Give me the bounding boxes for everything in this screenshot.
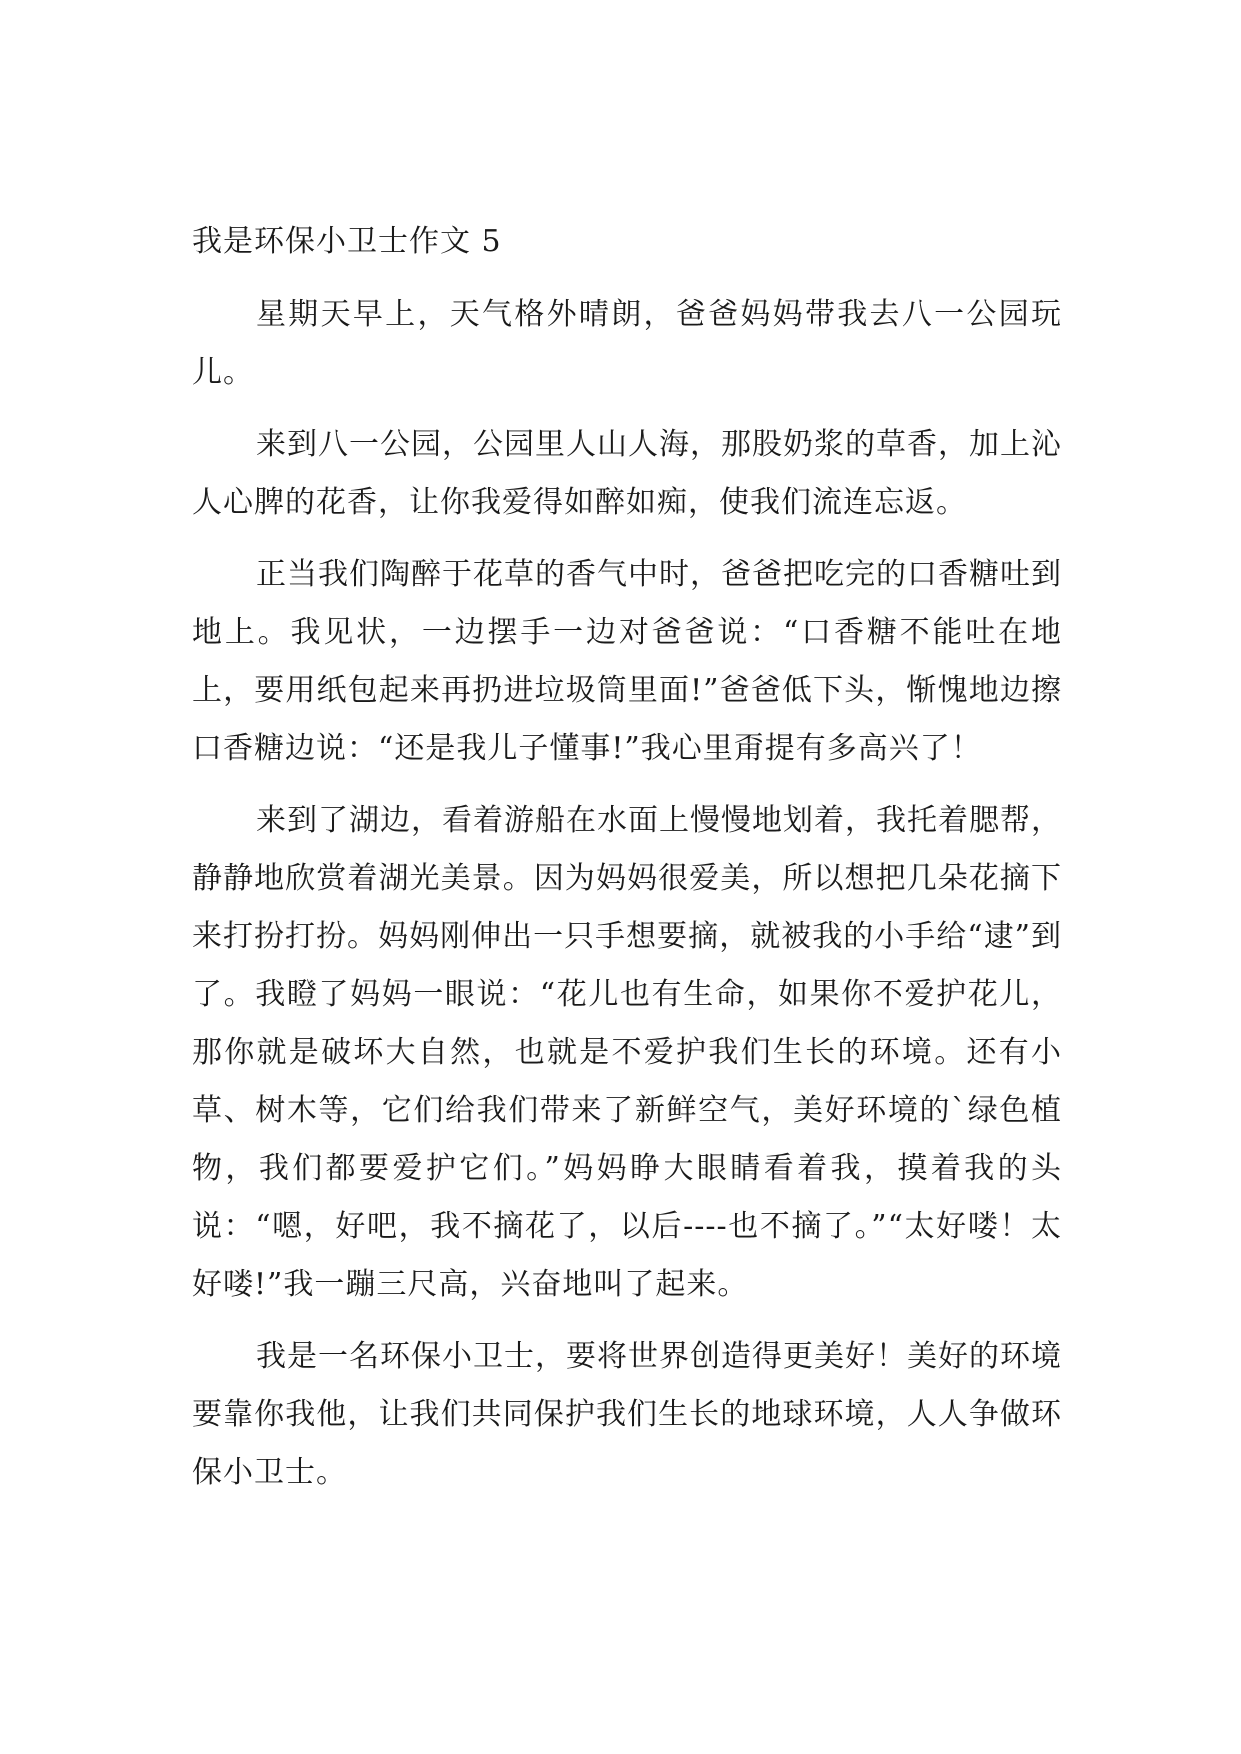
- paragraph-3: 正当我们陶醉于花草的香气中时，爸爸把吃完的口香糖吐到地上。我见状，一边摆手一边对爸爸说：“口香糖不能吐在地上，要用纸包起来再扔进垃圾筒里面!”爸爸低下头，惭愧地边擦口香糖边说：“还是我儿子懂事!”我心里甭提有多高兴了！: [192, 557, 1062, 766]
- document-page: [192, 220, 1062, 1516]
- paragraph-1: 星期天早上，天气格外晴朗，爸爸妈妈带我去八一公园玩儿。: [192, 297, 1062, 390]
- paragraph-5: 我是一名环保小卫士，要将世界创造得更美好！美好的环境要靠你我他，让我们共同保护我们生长的地球环境，人人争做环保小卫士。: [192, 1339, 1062, 1490]
- paragraph-4: 来到了湖边，看着游船在水面上慢慢地划着，我托着腮帮，静静地欣赏着湖光美景。因为妈妈很爱美，所以想把几朵花摘下来打扮打扮。妈妈刚伸出一只手想要摘，就被我的小手给“逮”到了。我瞪了妈妈一眼说：“花儿也有生命，如果你不爱护花儿，那你就是破坏大自然，也就是不爱护我们生长的环境。还有小草、树木等，它们给我们带来了新鲜空气，美好环境的`绿色植物，我们都要爱护它们。”妈妈睁大眼睛看着我，摸着我的头说：“嗯，好吧，我不摘花了，以后----也不摘了。”“太好喽！太好喽!”我一蹦三尺高，兴奋地叫了起来。: [192, 803, 1062, 1302]
- paragraph-2: 来到八一公园，公园里人山人海，那股奶浆的草香，加上沁人心脾的花香，让你我爱得如醉如痴，使我们流连忘返。: [192, 427, 1062, 520]
- document-title: 我是环保小卫士作文 5: [192, 224, 502, 259]
